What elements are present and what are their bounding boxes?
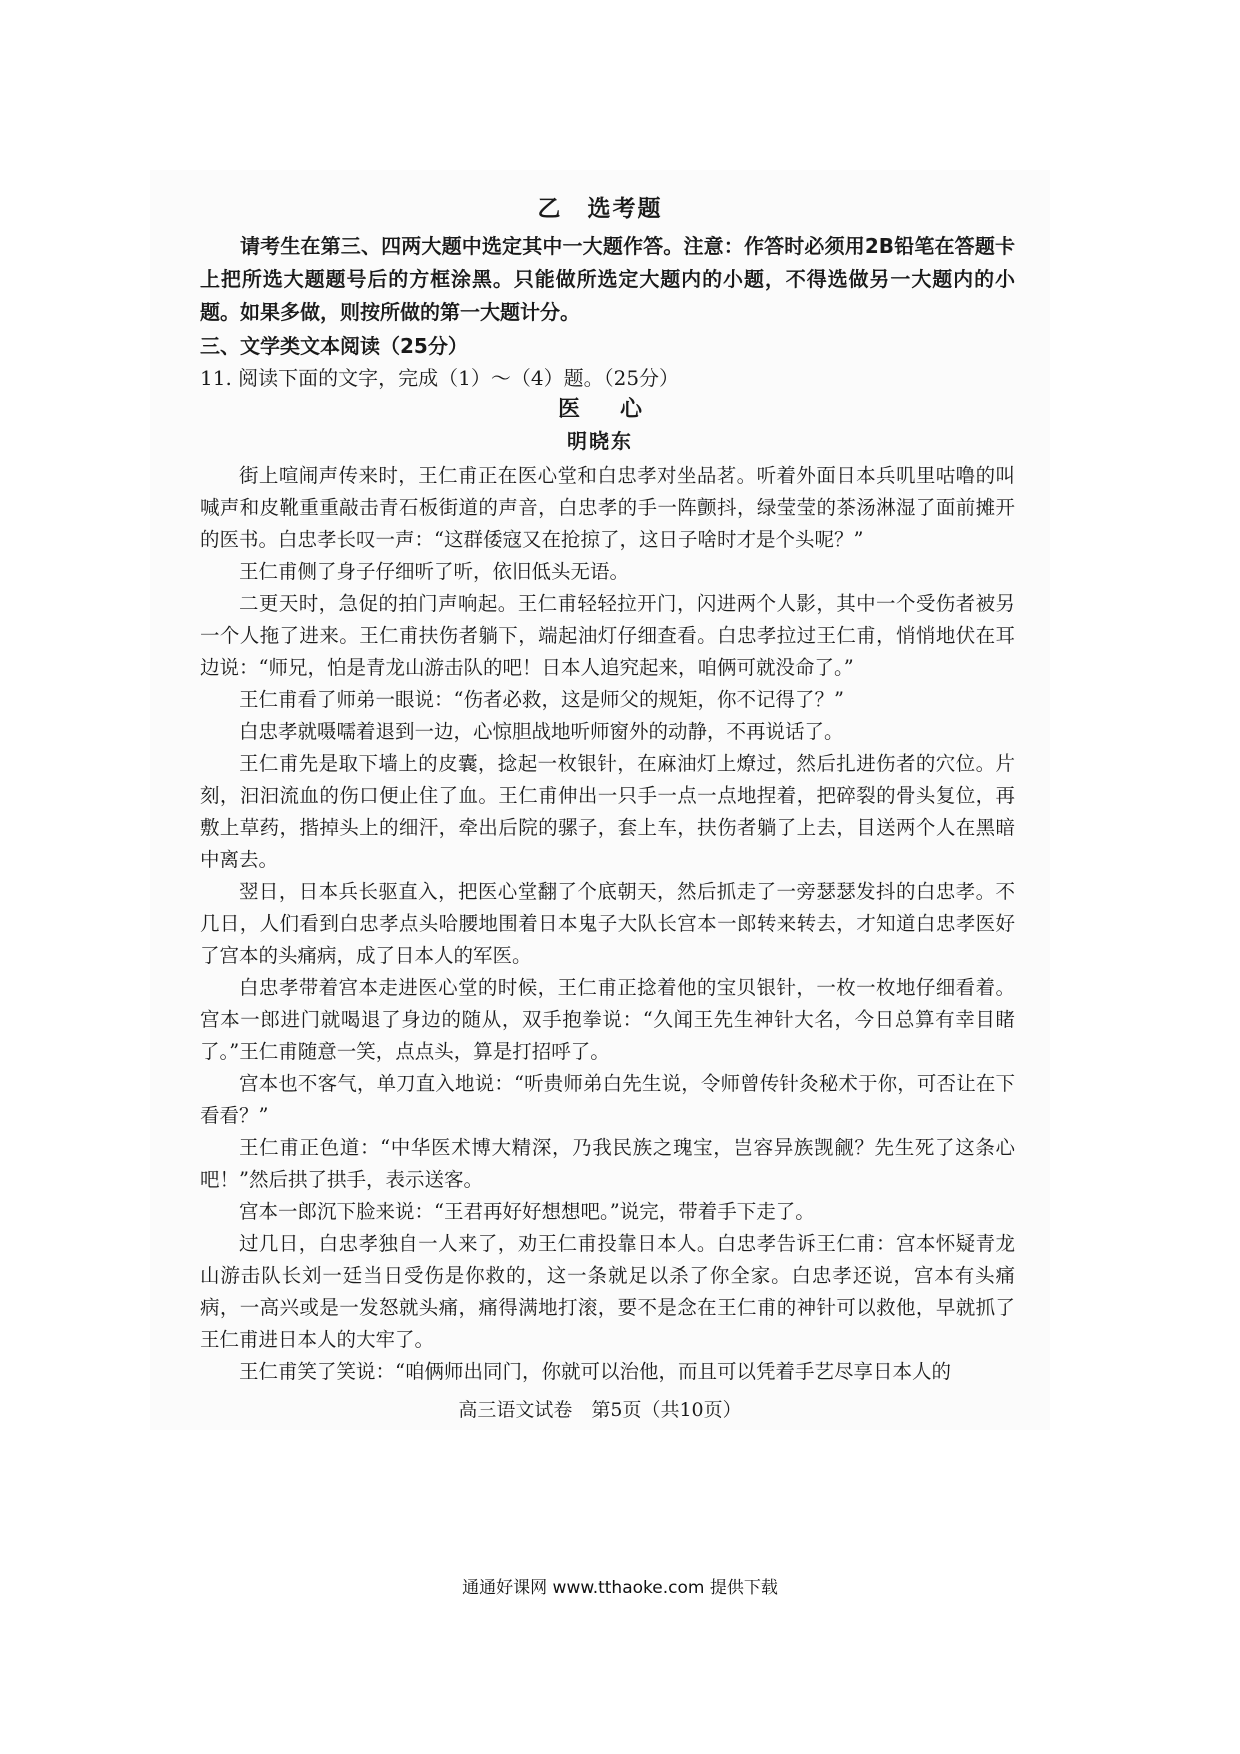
paragraph: 过几日，白忠孝独自一人来了，劝王仁甫投靠日本人。白忠孝告诉王仁甫：宫本怀疑青龙山游击队长刘一廷当日受伤是你救的，这一条就足以杀了你全家。白忠孝还说，宫本有头痛病，一高兴或是一发怒就头痛，痛得满地打滚，要不是念在王仁甫的神针可以救他，早就抓了王仁甫进日本人的大牢了。 — [200, 1232, 1015, 1351]
paragraph: 宫本也不客气，单刀直入地说：“听贵师弟白先生说，令师曾传针灸秘术于你，可否让在下看看？” — [200, 1072, 1015, 1127]
paragraph: 王仁甫侧了身子仔细听了听，依旧低头无语。 — [239, 560, 630, 583]
paragraph: 街上喧闹声传来时，王仁甫正在医心堂和白忠孝对坐品茗。听着外面日本兵叽里咕噜的叫喊声和皮靴重重敲击青石板街道的声音，白忠孝的手一阵颤抖，绿莹莹的茶汤淋湿了面前摊开的医书。白忠孝长叹一声：“这群倭寇又在抢掠了，这日子啥时才是个头呢？” — [200, 464, 1015, 551]
paragraph: 王仁甫先是取下墙上的皮囊，捻起一枚银针，在麻油灯上燎过，然后扎进伤者的穴位。片刻，汩汩流血的伤口便止住了血。王仁甫伸出一只手一点一点地捏着，把碎裂的骨头复位，再敷上草药，揩掉头上的细汗，牵出后院的骡子，套上车，扶伤者躺了上去，目送两个人在黑暗中离去。 — [200, 752, 1015, 871]
page-footer: 高三语文试卷 第5页（共10页） — [458, 1399, 742, 1421]
part-heading: 三、文学类文本阅读（25分） — [200, 334, 468, 358]
paragraph: 二更天时，急促的拍门声响起。王仁甫轻轻拉开门，闪进两个人影，其中一个受伤者被另一个人拖了进来。王仁甫扶伤者躺下，端起油灯仔细查看。白忠孝拉过王仁甫，悄悄地伏在耳边说：“师兄，怕是青龙山游击队的吧！日本人追究起来，咱俩可就没命了。” — [200, 592, 1015, 679]
paragraph: 王仁甫正色道：“中华医术博大精深，乃我民族之瑰宝，岂容异族觊觎？先生死了这条心吧！”然后拱了拱手，表示送客。 — [200, 1136, 1015, 1191]
instructions-text: 请考生在第三、四两大题中选定其中一大题作答。注意：作答时必须用2B铅笔在答题卡上把所选大题题号后的方框涂黑。只能做所选定大题内的小题，不得选做另一大题内的小题。如果多做，则按所做的第一大题计分。 — [200, 234, 1015, 324]
download-source-note: 通通好课网 www.tthaoke.com 提供下载 — [462, 1578, 778, 1598]
paragraph: 白忠孝就嗫嚅着退到一边，心惊胆战地听师窗外的动静，不再说话了。 — [239, 720, 844, 743]
paragraph: 白忠孝带着宫本走进医心堂的时候，王仁甫正捻着他的宝贝银针，一枚一枚地仔细看着。宫本一郎进门就喝退了身边的随从，双手抱拳说：“久闻王先生神针大名，今日总算有幸目睹了。”王仁甫随意一笑，点点头，算是打招呼了。 — [200, 976, 1015, 1063]
question-prompt: 11. 阅读下面的文字，完成（1）～（4）题。（25分） — [200, 366, 680, 390]
paragraph: 王仁甫笑了笑说：“咱俩师出同门，你就可以治他，而且可以凭着手艺尽享日本人的 — [239, 1360, 951, 1383]
article-author: 明晓东 — [567, 429, 633, 453]
paragraph: 宫本一郎沉下脸来说：“王君再好好想想吧。”说完，带着手下走了。 — [239, 1200, 815, 1223]
section-heading: 乙 选考题 — [537, 196, 663, 222]
article-body — [200, 460, 1015, 1388]
paragraph: 王仁甫看了师弟一眼说：“伤者必救，这是师父的规矩，你不记得了？” — [239, 688, 844, 711]
paragraph: 翌日，日本兵长驱直入，把医心堂翻了个底朝天，然后抓走了一旁瑟瑟发抖的白忠孝。不几日，人们看到白忠孝点头哈腰地围着日本鬼子大队长宫本一郎转来转去，才知道白忠孝医好了宫本的头痛病，成了日本人的军医。 — [200, 880, 1015, 967]
article-title: 医心 — [557, 397, 682, 422]
scanned-exam-page — [150, 170, 1050, 1430]
